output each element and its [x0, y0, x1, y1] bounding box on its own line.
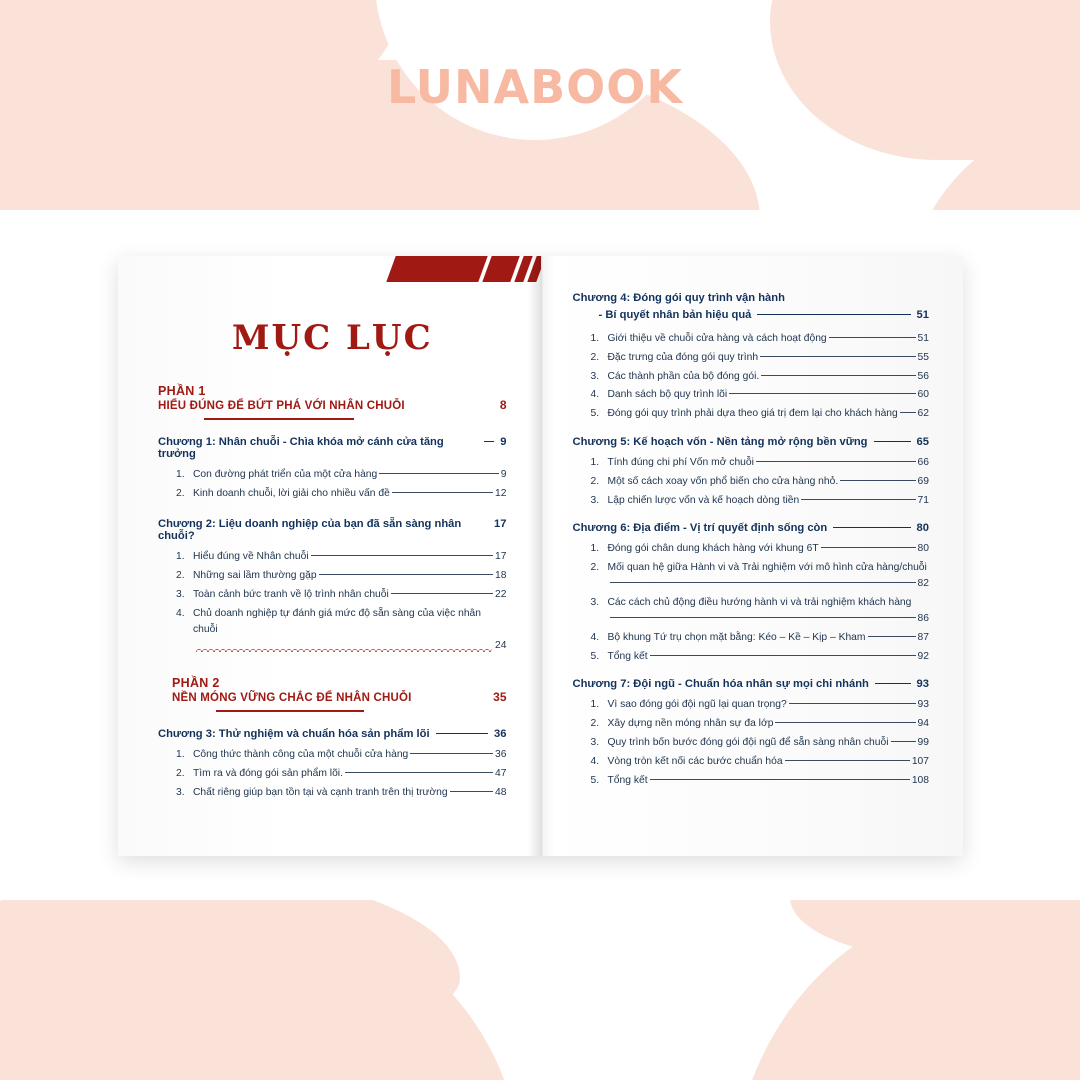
item-page-number: 94 — [917, 717, 929, 729]
part-page-number: 8 — [499, 398, 507, 412]
item-text: Toàn cảnh bức tranh về lộ trình nhân chuỗi — [193, 588, 389, 600]
list-item — [176, 486, 507, 502]
item-page-number: 36 — [495, 748, 507, 760]
list-item — [591, 369, 930, 385]
item-text: Các thành phần của bộ đóng gói. — [607, 370, 760, 382]
leader-line — [729, 393, 915, 394]
leader-line — [311, 555, 493, 556]
item-page-number: 51 — [917, 332, 929, 344]
leader-line — [391, 593, 493, 594]
chapter-block-3 — [158, 728, 507, 801]
item-page-number: 17 — [495, 550, 507, 562]
item-page-number: 62 — [917, 408, 929, 420]
chapter-page-number: 9 — [500, 436, 507, 448]
item-text: Các cách chủ động điều hướng hành vi và trải nghiệm khách hàng — [607, 597, 912, 609]
list-item — [591, 716, 930, 732]
item-page-number: 18 — [495, 569, 507, 581]
part-page-number: 35 — [493, 689, 507, 704]
list-item — [176, 747, 507, 763]
leader-line — [379, 473, 499, 474]
list-item — [591, 595, 930, 627]
chapter-page-number: 65 — [916, 436, 929, 449]
chapter-page-number: 51 — [916, 308, 929, 321]
chapter-subtitle: - Bí quyết nhân bản hiệu quả — [598, 308, 752, 321]
item-text: Mối quan hệ giữa Hành vi và Trải nghiệm với mô hình cửa hàng/chuỗi — [607, 562, 927, 574]
banner-bar — [386, 256, 487, 282]
leader-line — [610, 617, 916, 618]
leader-line — [450, 791, 493, 792]
chapter-title: Chương 3: Thử nghiệm và chuẩn hóa sản phẩm lõi — [158, 727, 430, 740]
item-text: Đóng gói chân dung khách hàng với khung 6T — [607, 543, 819, 555]
brand-logo-text: LUNABOOK — [386, 60, 684, 114]
list-item — [176, 766, 507, 782]
item-text: Chủ doanh nghiệp tự đánh giá mức độ sẵn sàng của việc nhân chuỗi — [193, 607, 481, 635]
item-page-number: 47 — [495, 767, 507, 779]
item-page-number: 56 — [917, 370, 929, 382]
chapter-item-list — [158, 747, 507, 801]
leader-line — [392, 492, 493, 493]
item-text: Giới thiệu về chuỗi cửa hàng và cách hoạt động — [607, 332, 827, 344]
leader-line — [319, 574, 493, 575]
item-text: Một số cách xoay vốn phổ biến cho cửa hàng nhỏ. — [607, 476, 839, 488]
item-text: Lập chiến lược vốn và kế hoạch dòng tiền — [607, 495, 800, 507]
chapter-item-list — [573, 697, 930, 789]
chapter-heading — [158, 728, 507, 740]
chapter-page-number: 80 — [916, 522, 929, 535]
chapter-title: Chương 6: Địa điểm - Vị trí quyết định sống còn — [572, 522, 828, 535]
item-text: Đóng gói quy trình phải dựa theo giá trị đem lại cho khách hàng — [607, 408, 898, 420]
leader-line — [789, 703, 916, 704]
chapter-block-4 — [573, 290, 930, 422]
leader-line — [436, 733, 488, 734]
leader-line — [757, 314, 910, 315]
chapter-block-7 — [573, 678, 930, 789]
leader-line — [484, 441, 494, 442]
part-block-2 — [158, 676, 507, 712]
chapter-title: Chương 5: Kế hoạch vốn - Nền tảng mở rộng bền vững — [572, 436, 868, 449]
item-text: Vòng tròn kết nối các bước chuẩn hóa — [607, 755, 783, 767]
list-item — [591, 649, 930, 665]
list-item — [591, 630, 930, 646]
item-page-number: 107 — [911, 755, 929, 767]
leader-line — [761, 375, 915, 376]
leader-line — [833, 527, 910, 528]
item-page-number: 69 — [917, 476, 929, 488]
item-text: Đặc trưng của đóng gói quy trình — [607, 351, 759, 363]
chapter-block-6 — [573, 522, 930, 665]
page-title: MỤC LỤC — [231, 318, 433, 358]
chapter-heading — [573, 436, 930, 448]
list-item — [591, 474, 930, 490]
list-item — [591, 455, 930, 471]
leader-line — [874, 441, 911, 442]
part-title: HIỂU ĐÚNG ĐỂ BỨT PHÁ VỚI NHÂN CHUỖI — [158, 400, 405, 412]
leader-line — [875, 683, 911, 684]
item-page-number: 80 — [917, 543, 929, 555]
leader-line — [821, 547, 916, 548]
item-page-number: 60 — [917, 389, 929, 401]
item-text: Tính đúng chi phí Vốn mở chuỗi — [607, 457, 754, 469]
item-page-number: 99 — [917, 736, 929, 748]
list-item — [591, 406, 930, 422]
leader-line — [829, 337, 916, 338]
item-text: Công thức thành công của một chuỗi cửa hàng — [193, 748, 409, 760]
list-item — [591, 754, 930, 770]
item-text: Danh sách bộ quy trình lõi — [607, 389, 728, 401]
item-text: Xây dựng nền móng nhân sự đa lớp — [607, 717, 774, 729]
list-item — [591, 493, 930, 509]
leader-line — [785, 760, 910, 761]
list-item — [176, 549, 507, 565]
banner-bar — [482, 256, 519, 282]
list-item — [591, 735, 930, 751]
chapter-block-5 — [573, 436, 930, 509]
item-page-number: 12 — [495, 487, 507, 499]
open-book — [118, 256, 963, 856]
chapter-block-2 — [158, 518, 507, 654]
list-item — [591, 541, 930, 557]
chapter-block-1 — [158, 436, 507, 502]
chapter-heading — [573, 290, 930, 324]
list-item — [591, 350, 930, 366]
item-text: Bộ khung Tứ trụ chọn mặt bằng: Kéo – Kề – Kịp – Kham — [607, 631, 866, 643]
item-text: Tổng kết — [607, 650, 648, 662]
leader-line — [756, 461, 916, 462]
leader-line — [840, 480, 915, 481]
list-item — [176, 587, 507, 603]
list-item — [176, 606, 507, 654]
list-item — [591, 773, 930, 789]
chapter-item-list — [573, 455, 930, 509]
chapter-page-number: 36 — [494, 727, 507, 740]
item-text: Tổng kết — [607, 774, 648, 786]
item-page-number: 82 — [917, 578, 929, 590]
leader-line — [760, 356, 915, 357]
item-text: Tìm ra và đóng gói sản phẩm lõi. — [193, 767, 343, 779]
item-text: Quy trình bốn bước đóng gói đội ngũ để sẵn sàng nhân chuỗi — [607, 736, 889, 748]
list-item — [591, 331, 930, 347]
item-page-number: 92 — [917, 650, 929, 662]
item-page-number: 108 — [911, 774, 929, 786]
chapter-heading — [573, 522, 930, 534]
leader-line — [868, 636, 916, 637]
item-page-number: 86 — [917, 613, 929, 625]
chapter-title: Chương 2: Liệu doanh nghiệp của bạn đã sẵn sàng nhân chuỗi? — [158, 517, 462, 542]
chapter-title: Chương 4: Đóng gói quy trình vận hành — [572, 292, 785, 304]
leader-line — [610, 582, 916, 583]
item-text: Những sai lầm thường gặp — [193, 569, 317, 581]
chapter-title: Chương 1: Nhân chuỗi - Chìa khóa mở cánh cửa tăng trưởng — [158, 436, 444, 460]
item-page-number: 9 — [500, 469, 507, 480]
chapter-heading — [573, 678, 930, 690]
item-page-number: 55 — [917, 351, 929, 363]
list-item — [176, 568, 507, 584]
part-block-1 — [158, 384, 507, 420]
leader-line — [650, 779, 910, 780]
chapter-item-list — [573, 541, 930, 665]
item-page-number: 24 — [495, 639, 507, 651]
leader-line — [650, 655, 916, 656]
item-text: Kinh doanh chuỗi, lời giải cho nhiều vấn đề — [193, 487, 390, 499]
list-item — [591, 387, 930, 403]
item-page-number: 66 — [917, 457, 929, 469]
list-item — [176, 785, 507, 801]
book-page-right — [541, 256, 964, 856]
part-title: NỀN MÓNG VỮNG CHẮC ĐỂ NHÂN CHUỖI — [172, 691, 412, 704]
part-label: PHẦN 2 — [172, 675, 220, 690]
chapter-heading — [158, 436, 507, 460]
item-text: Vì sao đóng gói đội ngũ lại quan trọng? — [607, 698, 787, 710]
leader-line — [410, 753, 493, 754]
chapter-page-number: 93 — [916, 677, 929, 690]
leader-line — [775, 722, 915, 723]
wavy-leader-line — [196, 646, 492, 652]
chapter-item-list — [573, 331, 930, 423]
leader-line — [345, 772, 493, 773]
chapter-item-list — [158, 549, 507, 654]
item-page-number: 87 — [917, 631, 929, 643]
chapter-title: Chương 7: Đội ngũ - Chuẩn hóa nhân sự mọi chi nhánh — [572, 677, 869, 690]
item-text: Hiểu đúng về Nhân chuỗi — [193, 550, 309, 562]
item-page-number: 22 — [495, 588, 507, 600]
list-item — [591, 560, 930, 592]
chapter-item-list — [158, 467, 507, 502]
chapter-heading — [158, 518, 507, 542]
leader-line — [801, 499, 915, 500]
red-banner-decoration — [341, 256, 541, 282]
part-divider — [216, 710, 364, 712]
list-item — [176, 467, 507, 483]
list-item — [591, 697, 930, 713]
item-page-number: 71 — [917, 495, 929, 507]
part-label: PHẦN 1 — [158, 384, 206, 398]
leader-line — [900, 412, 916, 413]
item-page-number: 93 — [917, 698, 929, 710]
leader-line — [891, 741, 916, 742]
item-page-number: 48 — [495, 786, 507, 798]
item-text: Con đường phát triển của một cửa hàng — [193, 469, 378, 480]
item-text: Chất riêng giúp bạn tồn tại và cạnh tranh trên thị trường — [193, 786, 448, 798]
chapter-page-number: 17 — [494, 517, 507, 530]
part-divider — [204, 418, 354, 420]
book-page-left — [118, 256, 541, 856]
